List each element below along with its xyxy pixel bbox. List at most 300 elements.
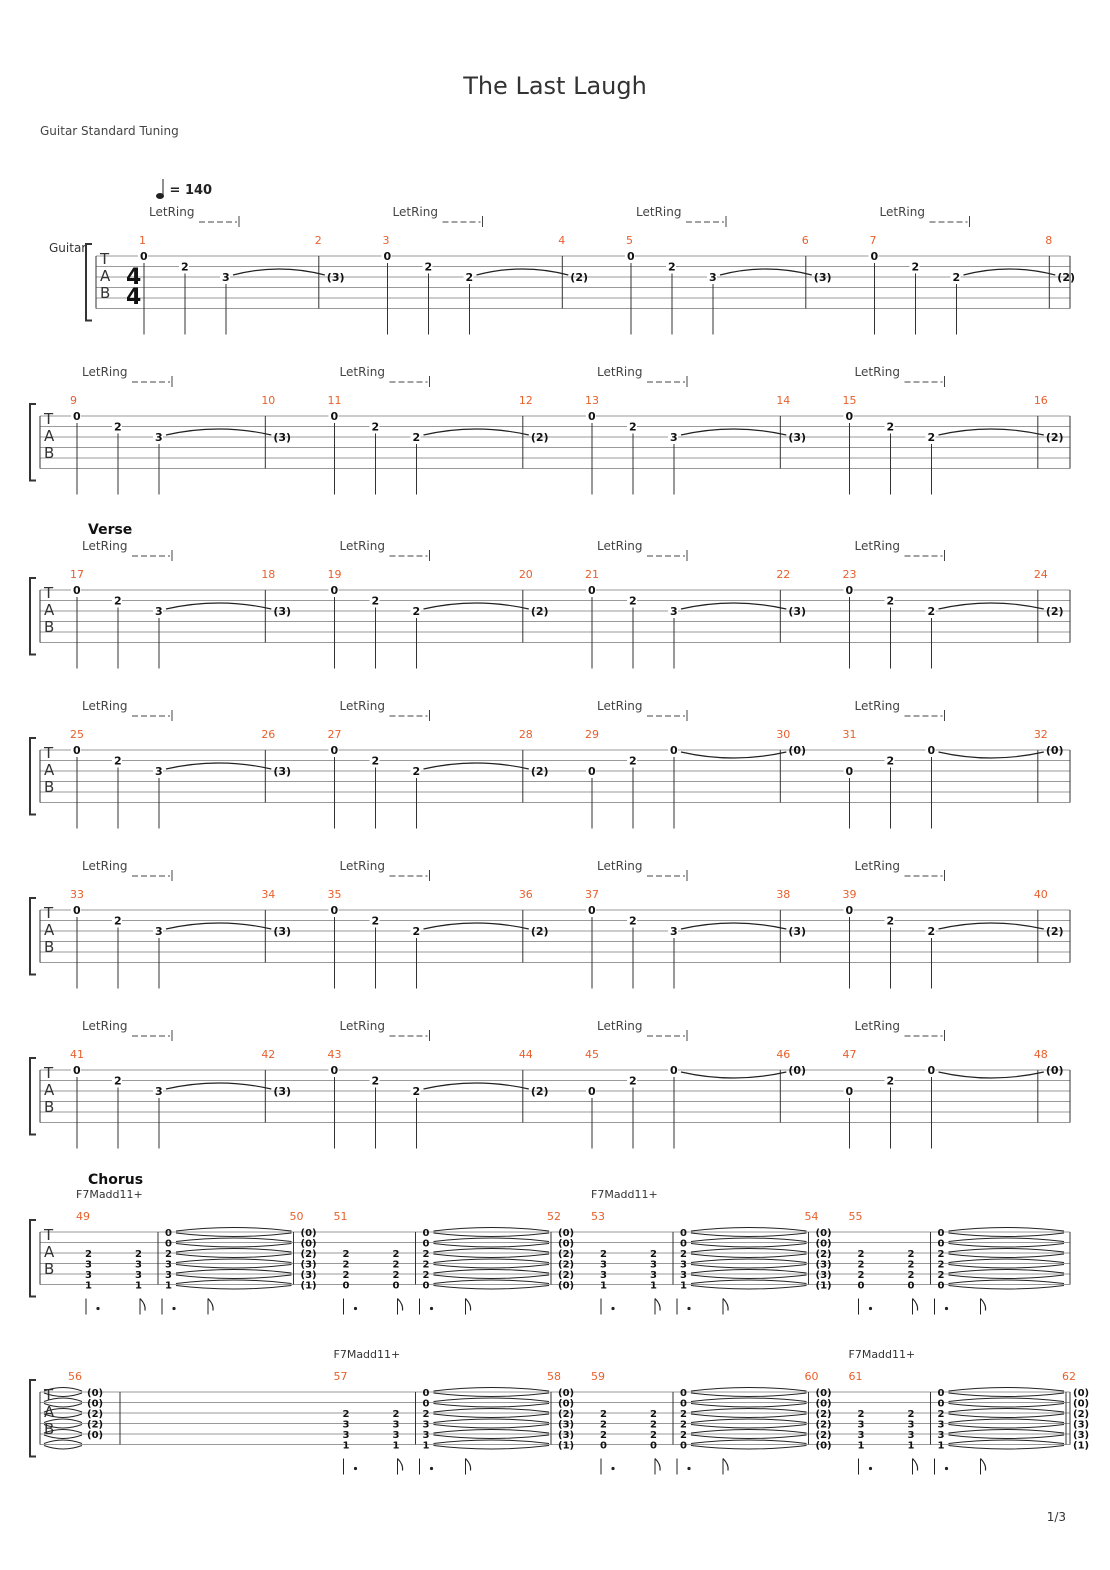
rhythm-dot <box>354 1467 357 1470</box>
tied-fret-number: (0) <box>1045 1064 1064 1077</box>
fret-number: 2 <box>371 420 380 434</box>
measure-number: 3 <box>382 234 390 247</box>
chord-fret: 2 <box>650 1419 657 1431</box>
chord-fret: 2 <box>857 1259 865 1271</box>
fret-number: 0 <box>330 584 339 597</box>
fret-number: 2 <box>114 594 122 608</box>
tab-clef-letter: T <box>44 584 54 602</box>
fret-number: 0 <box>845 904 854 917</box>
tie-arc <box>949 1244 1065 1248</box>
measure-number: 32 <box>1033 728 1048 741</box>
chord-fret: 2 <box>600 1409 607 1420</box>
chord-fret: 0 <box>907 1280 915 1292</box>
rhythm-dot <box>611 1307 614 1310</box>
rhythm-dot <box>354 1307 357 1310</box>
chord-fret: 0 <box>422 1280 430 1292</box>
fret-number: 2 <box>114 914 122 928</box>
tie-arc <box>691 1425 807 1429</box>
fret-number: 3 <box>709 271 717 284</box>
measure-number: 9 <box>70 394 77 407</box>
tied-fret-number: (2) <box>1045 605 1064 618</box>
tie-arc <box>949 1409 1065 1413</box>
tie-arc <box>434 1233 550 1237</box>
tie-arc <box>176 1286 292 1290</box>
measure-number: 62 <box>1062 1370 1076 1383</box>
chord-fret: 2 <box>907 1249 915 1260</box>
chord-fret: 2 <box>650 1430 657 1441</box>
tie-arc <box>681 752 786 758</box>
tied-fret-number: (2) <box>1045 431 1064 444</box>
section-label: Verse <box>88 522 133 538</box>
chord-fret: 3 <box>422 1419 430 1431</box>
chord-fret: 0 <box>165 1238 172 1250</box>
measure-number: 11 <box>327 394 342 407</box>
chord-fret: 3 <box>600 1270 607 1281</box>
chord-fret: 0 <box>165 1228 172 1239</box>
tie-arc <box>176 1244 292 1248</box>
tie-arc <box>691 1233 807 1237</box>
tie-arc <box>691 1409 807 1413</box>
chord-fret: 1 <box>857 1440 865 1452</box>
tie-arc <box>434 1238 550 1242</box>
tab-clef-letter: T <box>44 904 54 922</box>
tie-arc <box>949 1388 1065 1392</box>
rhythm-dot <box>869 1467 872 1470</box>
chord-name: F7Madd11+ <box>848 1348 916 1361</box>
tied-fret-number: (3) <box>788 925 807 938</box>
section-label: Chorus <box>88 1172 144 1188</box>
fret-number: 2 <box>412 1085 421 1098</box>
measure-number: 49 <box>76 1210 90 1223</box>
fret-number: 2 <box>952 271 961 284</box>
chord-fret: 2 <box>680 1430 687 1441</box>
tie-arc <box>691 1254 807 1258</box>
rhythm-flag <box>723 1459 728 1471</box>
tied-fret-number: (0) <box>788 1064 807 1077</box>
tied-chord-fret: (0) <box>815 1388 832 1399</box>
chord-fret: 3 <box>85 1259 92 1271</box>
tie-arc <box>176 1254 292 1258</box>
tie-arc <box>176 1259 292 1263</box>
measure-number: 6 <box>801 234 809 247</box>
tab-clef-letter: A <box>44 1243 55 1261</box>
let-ring-label: LetRing <box>82 859 128 873</box>
tied-chord-fret: (0) <box>558 1388 575 1399</box>
system-bracket <box>86 244 92 321</box>
measure-number: 7 <box>869 234 877 247</box>
chord-fret: 2 <box>937 1270 945 1281</box>
fret-number: 0 <box>670 744 678 757</box>
fret-number: 2 <box>412 925 421 938</box>
fret-number: 2 <box>886 754 895 768</box>
chord-fret: 2 <box>422 1270 430 1281</box>
let-ring-label: LetRing <box>82 1019 128 1033</box>
chord-fret: 3 <box>650 1259 657 1271</box>
fret-number: 2 <box>886 594 895 608</box>
measure-number: 2 <box>314 234 322 247</box>
tie-arc <box>691 1430 807 1434</box>
tied-chord-fret: (2) <box>558 1249 575 1260</box>
tied-chord-fret: (2) <box>558 1270 575 1281</box>
let-ring-label: LetRing <box>854 1019 900 1033</box>
rhythm-dot <box>869 1307 872 1310</box>
rhythm-flag <box>913 1459 918 1471</box>
tie-arc <box>434 1419 550 1423</box>
tie-arc <box>434 1259 550 1263</box>
tab-clef-letter: A <box>44 761 55 779</box>
chord-fret: 1 <box>600 1280 607 1292</box>
tab-clef-letter: B <box>44 1420 55 1438</box>
fret-number: 2 <box>886 420 895 434</box>
chord-fret: 0 <box>937 1388 945 1399</box>
rhythm-flag <box>466 1299 471 1311</box>
fret-number: 0 <box>627 250 635 263</box>
tied-fret-number: (3) <box>788 431 807 444</box>
fret-number: 0 <box>588 1085 596 1098</box>
fret-number: 2 <box>424 260 433 274</box>
chord-fret: 0 <box>650 1440 657 1452</box>
fret-number: 2 <box>371 754 380 768</box>
tied-chord-fret: (2) <box>1073 1409 1090 1420</box>
chord-fret: 3 <box>907 1419 915 1431</box>
measure-number: 53 <box>591 1210 605 1223</box>
fret-number: 3 <box>670 925 678 938</box>
tie-arc <box>434 1435 550 1439</box>
tie-arc <box>477 269 569 275</box>
chord-fret: 2 <box>937 1409 945 1420</box>
let-ring-label: LetRing <box>636 205 682 219</box>
tab-clef-letter: A <box>44 427 55 445</box>
tie-arc <box>434 1244 550 1248</box>
let-ring-label: LetRing <box>82 539 128 553</box>
system-bracket <box>30 738 36 815</box>
chord-fret: 1 <box>392 1440 400 1452</box>
tie-arc <box>434 1286 550 1290</box>
chord-fret: 2 <box>422 1249 430 1260</box>
measure-number: 29 <box>585 728 599 741</box>
fret-number: 3 <box>670 431 678 444</box>
tie-arc <box>949 1275 1065 1279</box>
tied-chord-fret: (3) <box>1073 1419 1090 1431</box>
tie-arc <box>949 1249 1065 1253</box>
tie-arc <box>949 1435 1065 1439</box>
chord-fret: 2 <box>165 1249 172 1260</box>
chord-fret: 0 <box>422 1388 430 1399</box>
tie-arc <box>176 1280 292 1284</box>
tied-chord-fret: (2) <box>815 1409 832 1420</box>
tied-chord-fret: (3) <box>300 1270 317 1281</box>
measure-number: 35 <box>327 888 342 901</box>
tab-clef-letter: B <box>44 938 55 956</box>
tie-arc <box>44 1440 82 1444</box>
tab-clef-letter: A <box>100 267 111 285</box>
fret-number: 2 <box>371 914 380 928</box>
tie-arc <box>949 1270 1065 1274</box>
chord-fret: 3 <box>135 1270 142 1281</box>
tied-chord-fret: (2) <box>558 1409 575 1420</box>
tie-arc <box>424 429 529 435</box>
fret-number: 2 <box>927 605 936 618</box>
tie-arc <box>949 1425 1065 1429</box>
measure-number: 23 <box>842 568 857 581</box>
tied-chord-fret: (0) <box>815 1398 832 1410</box>
system-bracket <box>30 578 36 655</box>
rhythm-flag <box>913 1299 918 1311</box>
tie-arc <box>691 1228 807 1232</box>
chord-fret: 2 <box>392 1409 400 1420</box>
chord-fret: 3 <box>135 1259 142 1271</box>
fret-number: 2 <box>412 605 421 618</box>
tie-arc <box>176 1275 292 1279</box>
tied-chord-fret: (2) <box>87 1409 104 1420</box>
tab-clef-letter: A <box>44 921 55 939</box>
tied-fret-number: (3) <box>788 605 807 618</box>
fret-number: 2 <box>629 420 637 434</box>
measure-number: 57 <box>333 1370 348 1383</box>
tied-chord-fret: (0) <box>815 1228 832 1239</box>
tie-arc <box>176 1265 292 1269</box>
chord-fret: 0 <box>422 1238 430 1250</box>
fret-number: 3 <box>155 765 163 778</box>
tie-arc <box>176 1249 292 1253</box>
tied-chord-fret: (2) <box>558 1259 575 1271</box>
tie-arc <box>939 1072 1044 1078</box>
fret-number: 2 <box>629 594 637 608</box>
tie-arc <box>949 1393 1065 1397</box>
measure-number: 28 <box>518 728 533 741</box>
fret-number: 2 <box>629 754 637 768</box>
tie-arc <box>949 1228 1065 1232</box>
rhythm-dot <box>945 1467 948 1470</box>
tab-clef-letter: A <box>44 1081 55 1099</box>
tie-arc <box>949 1440 1065 1444</box>
tie-arc <box>949 1430 1065 1434</box>
tied-chord-fret: (3) <box>558 1430 575 1441</box>
chord-fret: 2 <box>392 1270 400 1281</box>
chord-fret: 1 <box>680 1280 687 1292</box>
measure-number: 12 <box>518 394 533 407</box>
tie-arc <box>939 603 1044 609</box>
tie-arc <box>44 1446 82 1450</box>
measure-number: 1 <box>139 234 146 247</box>
tie-arc <box>939 429 1044 435</box>
tie-arc <box>434 1275 550 1279</box>
tied-fret-number: (2) <box>530 765 549 778</box>
fret-number: 0 <box>73 744 81 757</box>
tie-arc <box>424 763 529 769</box>
fret-number: 2 <box>114 754 122 768</box>
tied-chord-fret: (2) <box>87 1419 104 1431</box>
measure-number: 55 <box>848 1210 863 1223</box>
fret-number: 0 <box>330 904 339 917</box>
tied-chord-fret: (1) <box>1073 1440 1090 1452</box>
chord-fret: 3 <box>342 1419 350 1431</box>
chord-name: F7Madd11+ <box>76 1188 143 1201</box>
tab-clef-letter: T <box>44 744 54 762</box>
measure-number: 16 <box>1033 394 1048 407</box>
measure-number: 36 <box>518 888 533 901</box>
tie-arc <box>949 1280 1065 1284</box>
chord-fret: 1 <box>937 1440 945 1452</box>
chord-fret: 2 <box>600 1419 607 1431</box>
tied-fret-number: (2) <box>570 271 589 284</box>
tied-chord-fret: (0) <box>815 1238 832 1250</box>
tied-chord-fret: (0) <box>87 1398 104 1410</box>
rhythm-flag <box>981 1459 986 1471</box>
tied-fret-number: (2) <box>530 925 549 938</box>
tied-chord-fret: (3) <box>558 1419 575 1431</box>
tie-arc <box>691 1249 807 1253</box>
measure-number: 21 <box>585 568 599 581</box>
tie-arc <box>166 603 271 609</box>
tie-arc <box>691 1275 807 1279</box>
chord-fret: 2 <box>907 1259 915 1271</box>
measure-number: 40 <box>1033 888 1048 901</box>
measure-number: 5 <box>626 234 633 247</box>
tab-clef-letter: B <box>44 1098 55 1116</box>
tie-arc <box>681 923 786 929</box>
tie-arc <box>949 1414 1065 1418</box>
fret-number: 2 <box>371 1074 380 1088</box>
tab-clef-letter: T <box>44 410 54 428</box>
chord-fret: 3 <box>680 1259 687 1271</box>
chord-fret: 2 <box>342 1409 350 1420</box>
measure-number: 48 <box>1033 1048 1048 1061</box>
tied-chord-fret: (1) <box>300 1280 317 1292</box>
fret-number: 0 <box>927 1064 936 1077</box>
tie-arc <box>434 1398 550 1402</box>
chord-fret: 2 <box>907 1409 915 1420</box>
let-ring-label: LetRing <box>82 365 128 379</box>
tie-arc <box>691 1265 807 1269</box>
tie-arc <box>691 1446 807 1450</box>
fret-number: 3 <box>155 925 163 938</box>
tab-clef-letter: T <box>44 1386 54 1404</box>
time-signature-bottom: 4 <box>126 285 142 310</box>
tied-fret-number: (3) <box>273 925 292 938</box>
rhythm-dot <box>96 1307 99 1310</box>
tie-arc <box>166 429 271 435</box>
tie-arc <box>434 1440 550 1444</box>
fret-number: 2 <box>911 260 920 274</box>
chord-fret: 2 <box>937 1259 945 1271</box>
measure-number: 46 <box>776 1048 791 1061</box>
chord-fret: 2 <box>85 1249 92 1260</box>
measure-number: 33 <box>70 888 84 901</box>
measure-number: 27 <box>327 728 342 741</box>
tied-fret-number: (2) <box>530 1085 549 1098</box>
measure-number: 26 <box>261 728 276 741</box>
fret-number: 0 <box>845 1085 854 1098</box>
tie-arc <box>233 269 325 275</box>
tab-clef-letter: B <box>44 444 55 462</box>
system-bracket <box>30 404 36 481</box>
chord-fret: 0 <box>680 1238 687 1250</box>
tie-arc <box>691 1270 807 1274</box>
tie-arc <box>949 1238 1065 1242</box>
rhythm-flag <box>655 1459 660 1471</box>
chord-fret: 1 <box>165 1280 172 1292</box>
chord-fret: 0 <box>422 1398 430 1410</box>
chord-fret: 0 <box>600 1440 607 1452</box>
chord-fret: 2 <box>650 1249 657 1260</box>
measure-number: 44 <box>518 1048 533 1061</box>
chord-fret: 2 <box>857 1409 865 1420</box>
chord-fret: 0 <box>857 1280 865 1292</box>
chord-fret: 0 <box>342 1280 350 1292</box>
tied-fret-number: (2) <box>1045 925 1064 938</box>
tie-arc <box>949 1233 1065 1237</box>
tie-arc <box>691 1259 807 1263</box>
fret-number: 2 <box>927 431 936 444</box>
measure-number: 41 <box>70 1048 84 1061</box>
fret-number: 2 <box>114 1074 122 1088</box>
measure-number: 24 <box>1033 568 1048 581</box>
chord-fret: 2 <box>422 1259 430 1271</box>
fret-number: 0 <box>845 584 854 597</box>
tie-arc <box>434 1446 550 1450</box>
measure-number: 25 <box>70 728 84 741</box>
chord-fret: 2 <box>600 1249 607 1260</box>
measure-number: 20 <box>518 568 533 581</box>
tie-arc <box>434 1265 550 1269</box>
tied-fret-number: (3) <box>813 271 832 284</box>
chord-fret: 2 <box>937 1249 945 1260</box>
measure-number: 60 <box>804 1370 819 1383</box>
system-bracket <box>30 1058 36 1135</box>
let-ring-label: LetRing <box>854 539 900 553</box>
fret-number: 2 <box>412 765 421 778</box>
chord-fret: 1 <box>650 1280 657 1292</box>
tie-arc <box>939 923 1044 929</box>
system-bracket <box>30 898 36 975</box>
tied-chord-fret: (0) <box>815 1440 832 1452</box>
tie-arc <box>691 1419 807 1423</box>
measure-number: 10 <box>261 394 276 407</box>
tie-arc <box>166 1083 271 1089</box>
tie-arc <box>434 1270 550 1274</box>
chord-fret: 2 <box>600 1430 607 1441</box>
fret-number: 3 <box>155 1085 163 1098</box>
rhythm-flag <box>208 1299 213 1311</box>
chord-fret: 0 <box>680 1388 687 1399</box>
fret-number: 2 <box>465 271 474 284</box>
rhythm-dot <box>172 1307 175 1310</box>
rhythm-dot <box>430 1467 433 1470</box>
tie-arc <box>176 1233 292 1237</box>
let-ring-label: LetRing <box>339 1019 385 1033</box>
tab-clef-letter: T <box>44 1226 54 1244</box>
chord-fret: 2 <box>422 1409 430 1420</box>
tie-arc <box>681 429 786 435</box>
chord-fret: 3 <box>165 1259 172 1271</box>
measure-number: 37 <box>585 888 599 901</box>
chord-fret: 2 <box>650 1409 657 1420</box>
measure-number: 54 <box>804 1210 819 1223</box>
chord-fret: 2 <box>680 1419 687 1431</box>
chord-fret: 3 <box>937 1430 945 1441</box>
let-ring-label: LetRing <box>597 365 643 379</box>
let-ring-label: LetRing <box>597 859 643 873</box>
let-ring-label: LetRing <box>597 539 643 553</box>
measure-number: 56 <box>68 1370 82 1383</box>
chord-fret: 3 <box>680 1270 687 1281</box>
tie-arc <box>949 1404 1065 1408</box>
chord-fret: 0 <box>937 1238 945 1250</box>
tied-chord-fret: (2) <box>815 1430 832 1441</box>
measure-number: 50 <box>289 1210 304 1223</box>
song-title: The Last Laugh <box>463 72 647 100</box>
